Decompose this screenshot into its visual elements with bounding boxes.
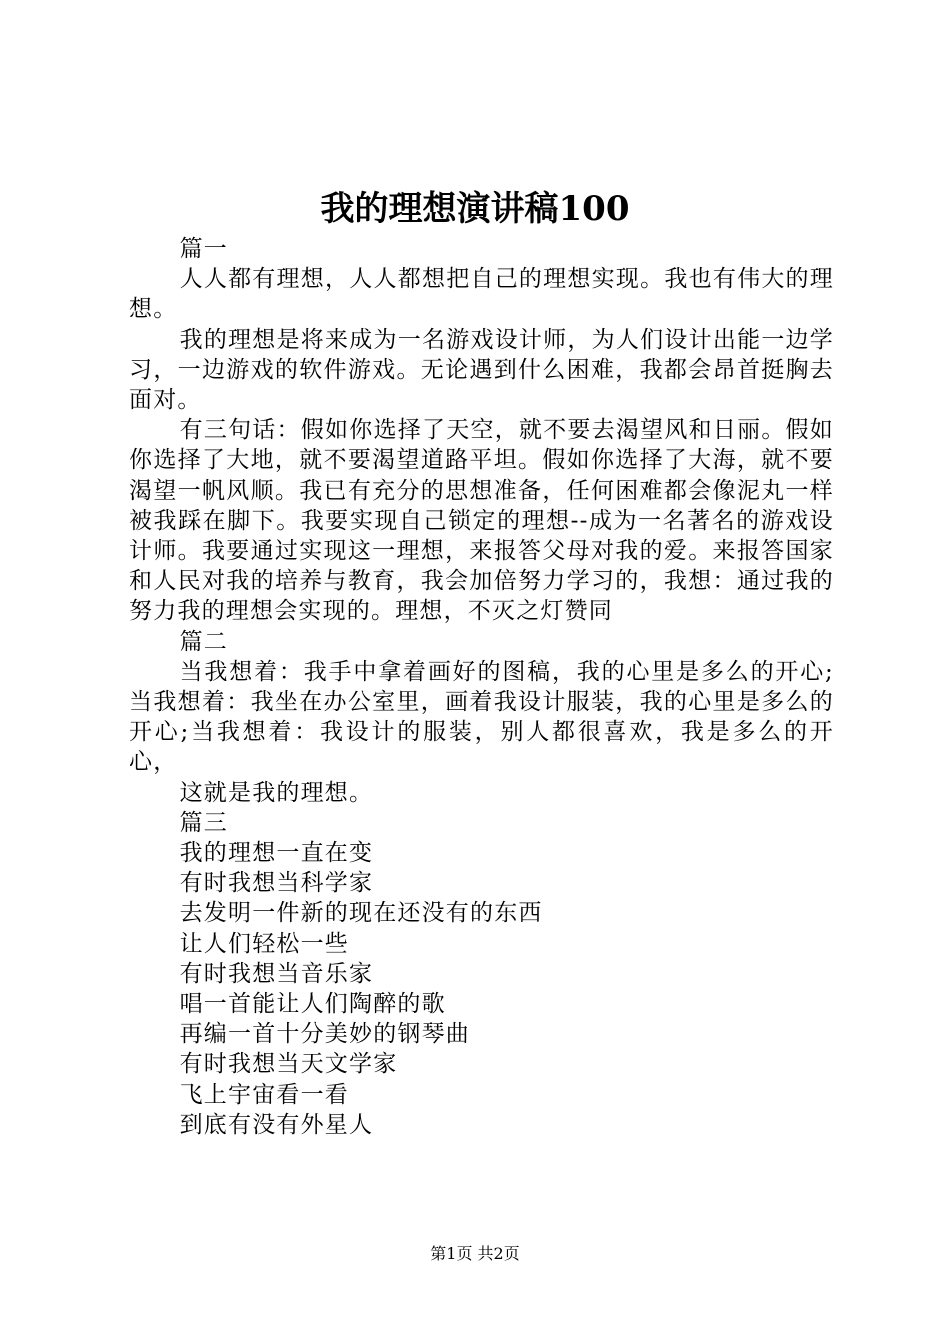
- paragraph: 当我想着：我手中拿着画好的图稿，我的心里是多么的开心;当我想着：我坐在办公室里，画着我设计服装，我的心里是多么的开心;当我想着：我设计的服装，别人都很喜欢，我是多么的开心，: [129, 658, 834, 776]
- paragraph: 有三句话：假如你选择了天空，就不要去渴望风和日丽。假如你选择了大地，就不要渴望道路平坦。假如你选择了大海，就不要渴望一帆风顺。我已有充分的思想准备，任何困难都会像泥丸一样被我踩在脚下。我要实现自己锁定的理想--成为一名著名的游戏设计师。我要通过实现这一理想，来报答父母对我的爱。来报答国家和人民对我的培养与教育，我会加倍努力学习的，我想：通过我的努力我的理想会实现的。理想，不灭之灯赞同: [129, 417, 834, 625]
- poem-line: 让人们轻松一些: [179, 930, 349, 957]
- poem-line: 再编一首十分美妙的钢琴曲: [179, 1021, 470, 1048]
- poem-line: 唱一首能让人们陶醉的歌: [179, 991, 446, 1018]
- section-heading: 篇三: [179, 809, 228, 836]
- poem-line: 我的理想一直在变: [179, 840, 374, 867]
- poem-line: 有时我想当天文学家: [179, 1051, 398, 1078]
- poem-line: 到底有没有外星人: [179, 1111, 374, 1138]
- poem-line: 有时我想当音乐家: [179, 960, 374, 987]
- poem-line: 去发明一件新的现在还没有的东西: [179, 900, 543, 927]
- paragraph: 我的理想是将来成为一名游戏设计师，为人们设计出能一边学习，一边游戏的软件游戏。无论遇到什么困难，我都会昂首挺胸去面对。: [129, 326, 834, 414]
- section-heading: 篇一: [179, 236, 228, 262]
- poem-line: 飞上宇宙看一看: [179, 1081, 349, 1108]
- page-number: 第1页 共2页: [430, 1244, 520, 1263]
- poem-line: 有时我想当科学家: [179, 870, 374, 897]
- section-heading: 篇二: [179, 628, 228, 655]
- document-body: [129, 234, 834, 1140]
- paragraph: 人人都有理想，人人都想把自己的理想实现。我也有伟大的理想。: [129, 266, 834, 323]
- document-title: 我的理想演讲稿100: [320, 189, 630, 229]
- paragraph: 这就是我的理想。: [179, 779, 374, 806]
